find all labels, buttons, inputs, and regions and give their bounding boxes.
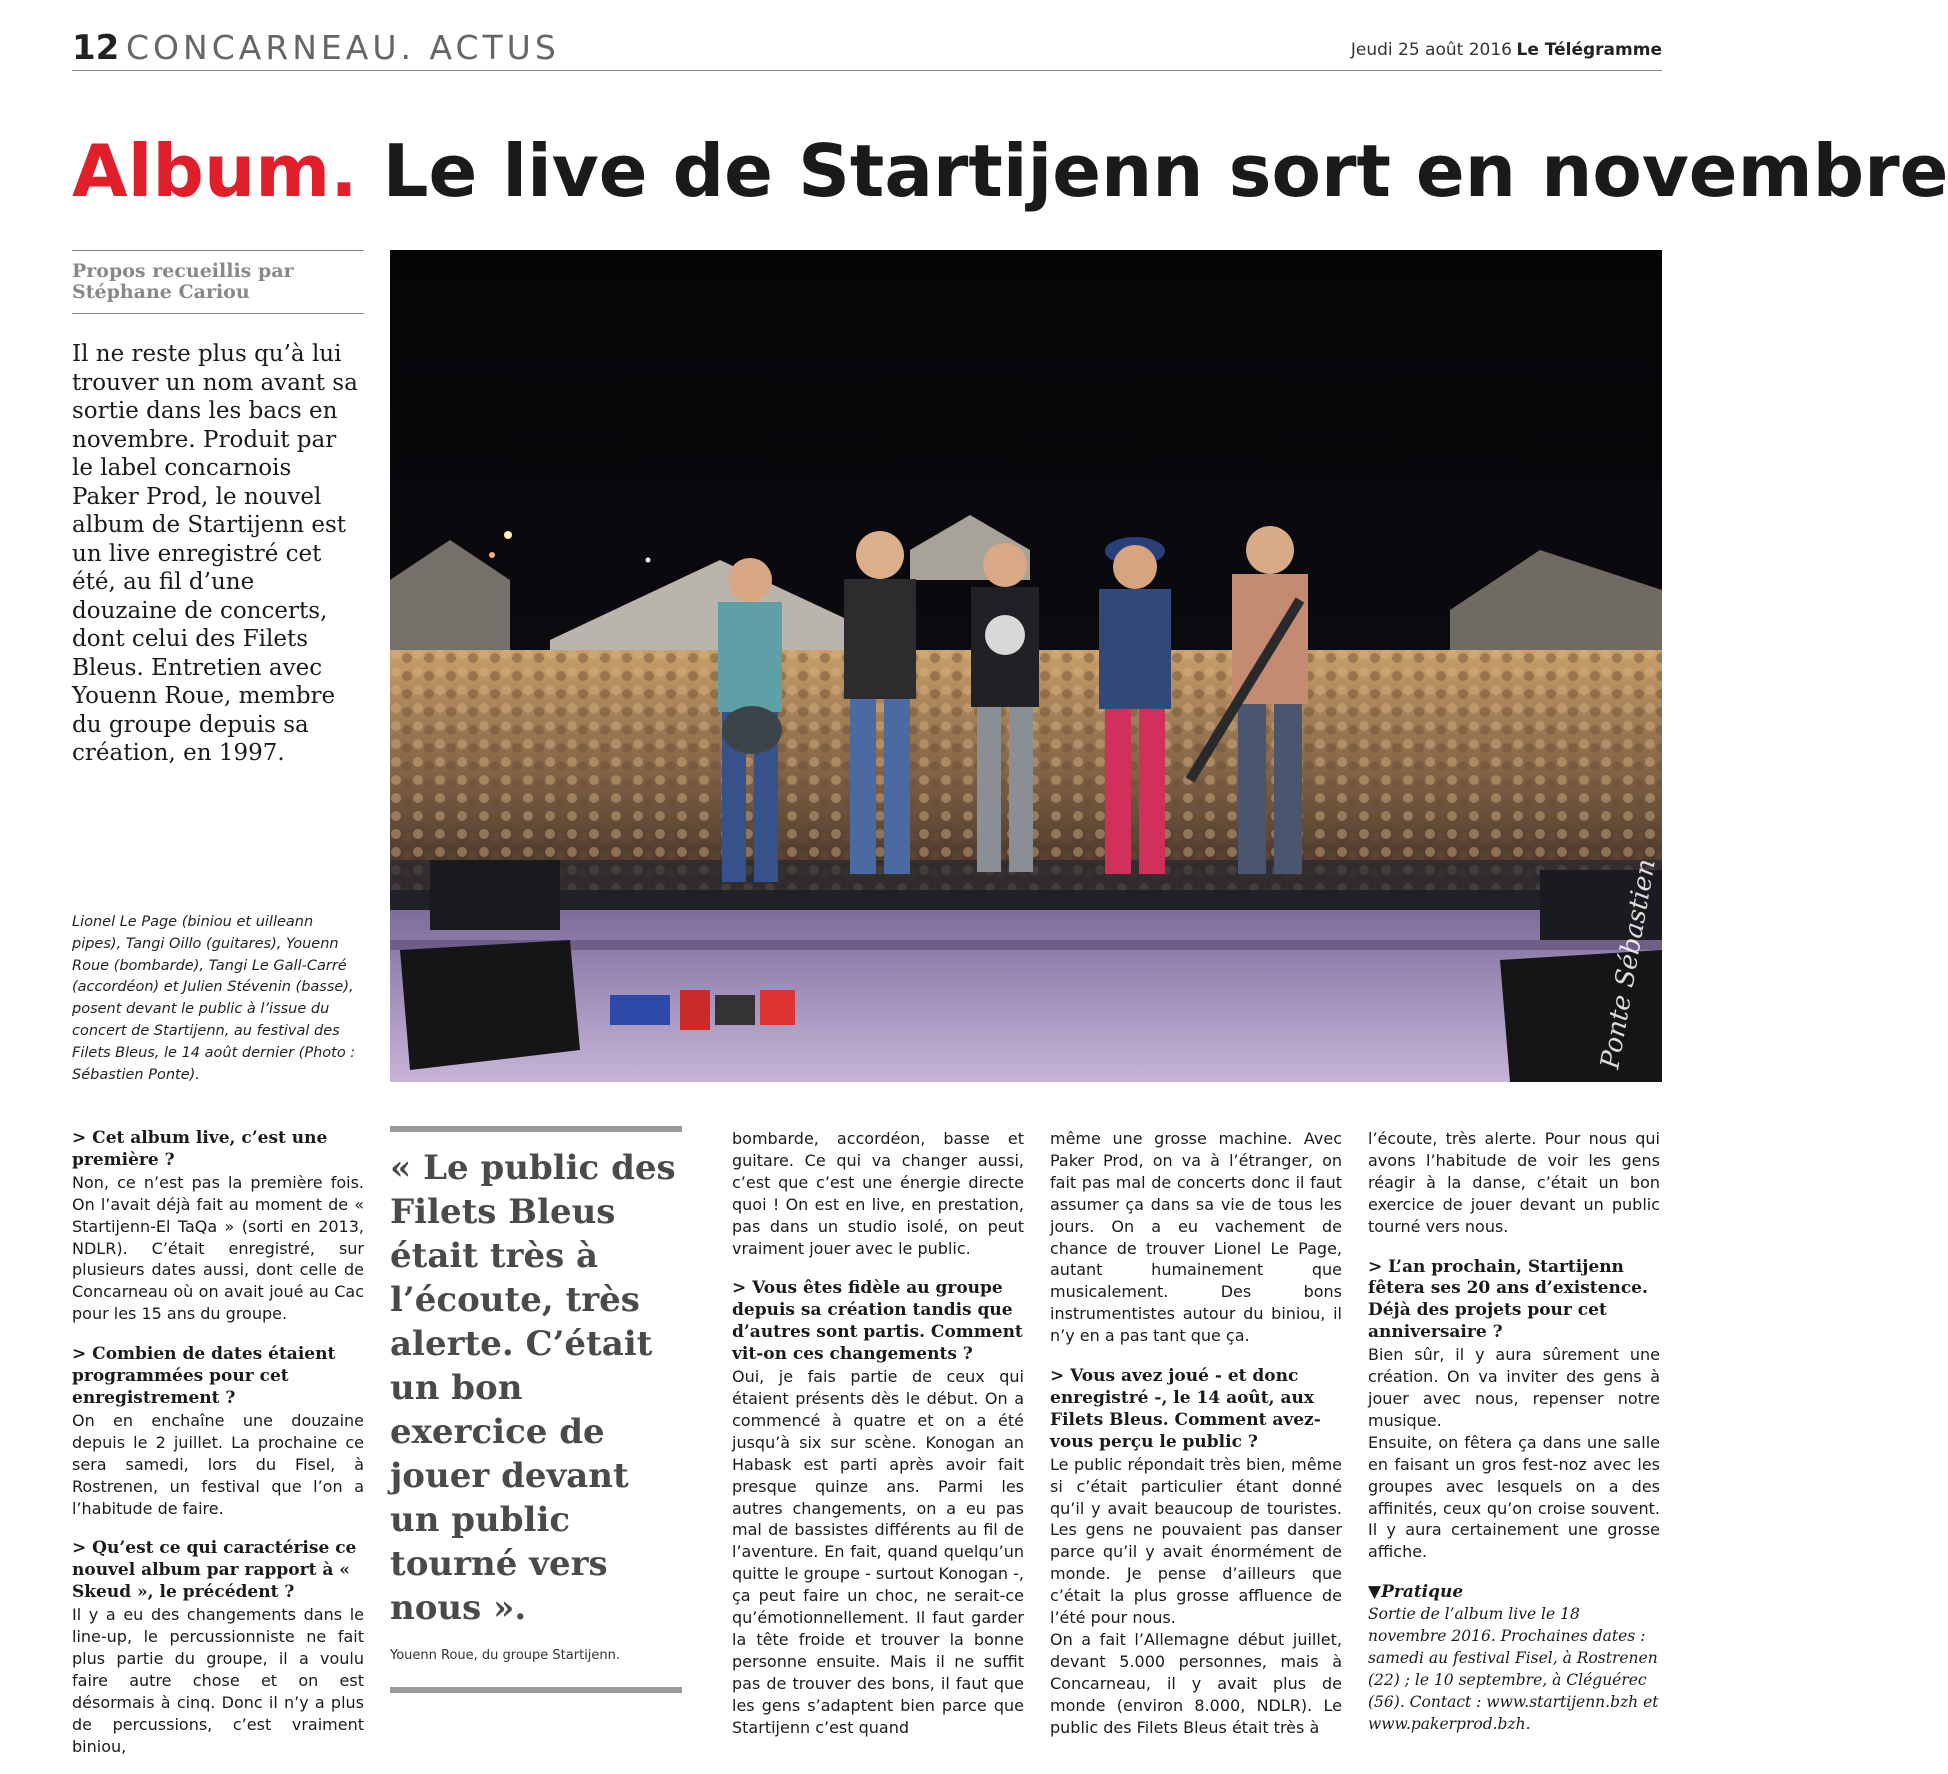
pull-quote-author: Youenn Roue, du groupe Startijenn. (390, 1648, 621, 1663)
answer-4-continued: même une grosse machine. Avec Paker Prod, on va à l’étranger, on fait pas mal de concerts donc il faut assumer ça dans sa vie de tous les jours. On a eu vachement de chance de trouver Lionel Le Page, autant humainement que musicalement. Des bons instrumentistes autour du biniou, il n’y en a pas tant que ça. (1050, 1129, 1342, 1346)
question-1: > Cet album live, c’est une première ? (72, 1128, 328, 1170)
photo-signature: Ponte Sébastien (1595, 856, 1662, 1072)
answer-6: Bien sûr, il y aura sûrement une création. On va inviter des gens à jouer avec nous, repenser notre musique. (1368, 1345, 1660, 1430)
answer-5-paragraph-2: On a fait l’Allemagne début juillet, devant 5.000 personnes, mais à Concarneau, il y avait plus de monde (environ 8.000, NDLR). Le public des Filets Bleus était très à (1050, 1629, 1342, 1737)
interview-column-4 (1050, 1128, 1342, 1738)
byline-box (72, 250, 364, 314)
article-headline (72, 129, 1948, 213)
headline-title: Le live de Startijenn sort en novembre (382, 129, 1948, 213)
answer-3: Il y a eu des changements dans le line-up, le percussionniste ne fait plus partie du groupe, il a voulu faire autre chose et on est désormais à cinq. Donc il n’y a plus de percussions, c’est vraiment biniou, (72, 1605, 364, 1756)
question-6: > L’an prochain, Startijenn fêtera ses 20 ans d’existence. Déjà des projets pour cet anniversaire ? (1368, 1256, 1648, 1343)
folio-rule (72, 70, 1662, 71)
answer-6-paragraph-2: Ensuite, on fêtera ça dans une salle en faisant un gros fest-noz avec les groupes avec lesquels on a des affinités, ceux qu’on croise souvent. Il y aura certainement une grosse affiche. (1368, 1432, 1660, 1562)
headline-kicker: Album. (72, 129, 358, 213)
answer-5-continued: l’écoute, très alerte. Pour nous qui avons l’habitude de voir les gens réagir à la danse, c’était un bon exercice de jouer devant un public tourné vers nous. (1368, 1129, 1660, 1236)
issue-date: Jeudi 25 août 2016 (1350, 40, 1512, 60)
question-5: > Vous avez joué - et donc enregistré -, le 14 août, aux Filets Bleus. Comment avez-vous perçu le public ? (1050, 1366, 1321, 1452)
pratique-text: Sortie de l’album live le 18 novembre 2016. Prochaines dates : samedi au festival Fisel, à Rostrenen (22) ; le 10 septembre, à Cléguérec (56). Contact : www.startijenn.bzh et www.pakerprod.bzh. (1368, 1605, 1659, 1733)
pull-quote-top-rule (390, 1126, 682, 1132)
question-2: > Combien de dates étaient programmées pour cet enregistrement ? (72, 1344, 336, 1408)
answer-1: Non, ce n’est pas la première fois. On l’avait déjà fait au moment de « Startijenn-El TaQa » (sorti en 2013, NDLR). C’était enregistré, sur plusieurs dates aussi, dont celle de Concarneau où on avait joué au Cac pour les 15 ans du groupe. (72, 1172, 364, 1324)
question-4: > Vous êtes fidèle au groupe depuis sa création tandis que d’autres sont partis. Comment vit-on ces changements ? (732, 1278, 1023, 1365)
answer-3-continued: bombarde, accordéon, basse et guitare. Ce qui va changer aussi, c’est que c’est une énergie directe quoi ! On est en live, en prestation, pas dans un studio isolé, on peut vraiment jouer avec le public. (732, 1129, 1024, 1258)
page-folio (72, 28, 1662, 72)
question-3: > Qu’est ce qui caractérise ce nouvel album par rapport à « Skeud », le précédent ? (72, 1538, 357, 1603)
newspaper-name: Le Télégramme (1516, 40, 1662, 60)
page-number: 12 (72, 28, 120, 68)
byline: Propos recueillis par Stéphane Cariou (72, 260, 294, 303)
answer-4: Oui, je fais partie de ceux qui étaient présents dès le début. On a commencé à quatre et on a été jusqu’à six sur scène. Konogan an Habask est parti après avoir fait presque quinze ans. Parmi les autres changements, on a eu pas mal de bassistes différents au fil de l’aventure. En fait, quand quelqu’un quitte le groupe - surtout Konogan -, ça peut faire un choc, ne serait-ce qu’émotionnellement. Il faut garder la tête froide et trouver la bonne personne ensuite. Mais il ne suffit pas de trouver des bons, il faut que les gens s’adaptent bien parce que Startijenn c’est quand (732, 1367, 1024, 1737)
answer-2: On en enchaîne une douzaine depuis le 2 juillet. La prochaine ce sera samedi, lors du Fisel, à Rostrenen, un festival que l’on a l’habitude de faire. (72, 1410, 364, 1518)
pratique-title: ▼Pratique (1368, 1582, 1464, 1603)
concert-photo-illustration (390, 250, 1662, 1082)
interview-column-3 (732, 1128, 1024, 1738)
pull-quote-bottom-rule (390, 1687, 682, 1693)
pull-quote-box (390, 1126, 682, 1693)
article-lead: Il ne reste plus qu’à lui trouver un nom avant sa sortie dans les bacs en novembre. Produit par le label concarnois Paker Prod, le nouvel album de Startijenn est un live enregistré cet été, au fil d’une douzaine de concerts, dont celui des Filets Bleus. Entretien avec Youenn Roue, membre du groupe depuis sa création, en 1997. (72, 341, 358, 766)
section-title: CONCARNEAU. ACTUS (126, 28, 560, 67)
photo-caption: Lionel Le Page (biniou et uilleann pipes), Tangi Oillo (guitares), Youenn Roue (bombarde), Tangi Le Gall-Carré (accordéon) et Julien Stévenin (basse), posent devant le public à l’issue du concert de Startijenn, au festival des Filets Bleus, le 14 août dernier (Photo : Sébastien Ponte). (72, 914, 356, 1083)
pull-quote: « Le public des Filets Bleus était très à l’écoute, très alerte. C’était un bon exercice de jouer devant un public tourné vers nous ». (390, 1148, 676, 1628)
concert-photo (390, 250, 1662, 1082)
answer-5: Le public répondait très bien, même si c’était particulier étant donné qu’il y avait beaucoup de touristes. Les gens ne pouvaient pas danser parce qu’il y avait énormément de monde. Je pense d’ailleurs que c’était la plus grosse affluence de l’été pour nous. (1050, 1454, 1342, 1628)
interview-column-1 (72, 1128, 364, 1757)
interview-column-5 (1368, 1128, 1660, 1736)
